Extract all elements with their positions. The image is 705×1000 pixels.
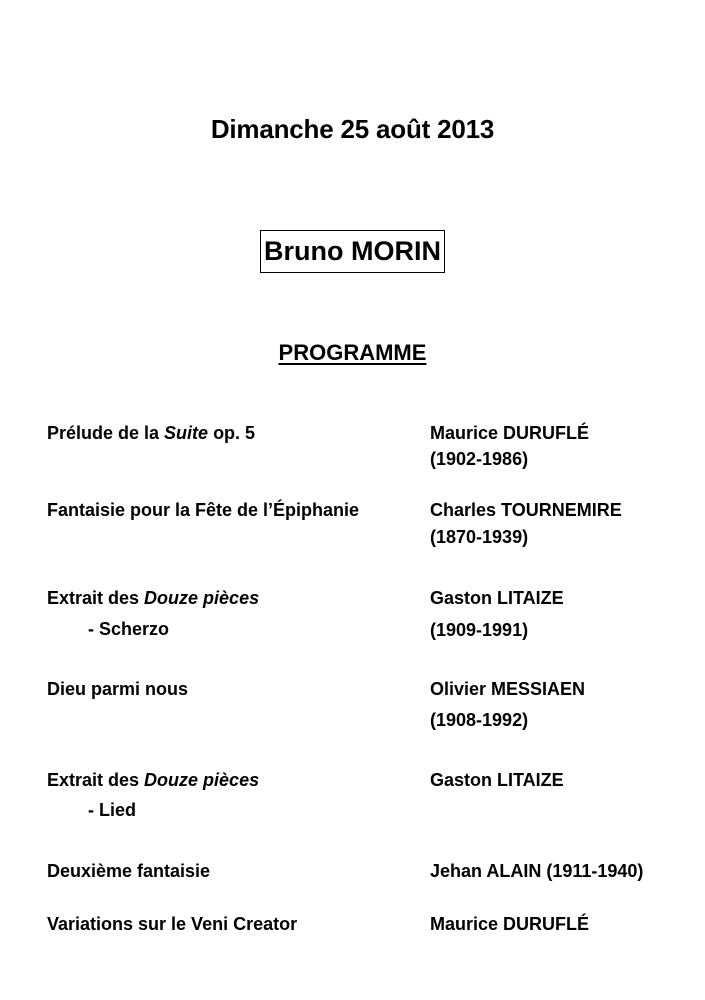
- performer-name: Bruno MORIN: [260, 230, 445, 273]
- program-item-composer-dates: (1908-1992): [430, 710, 529, 730]
- program-item-composer-dates: (1870-1939): [430, 527, 529, 547]
- program-item-composer: Olivier MESSIAEN: [430, 679, 586, 699]
- program-item-work: Extrait des Douze pièces: [47, 770, 260, 790]
- program-item-composer: Jehan ALAIN (1911-1940): [430, 861, 644, 881]
- program-item-composer: Gaston LITAIZE: [430, 588, 564, 608]
- program-item-composer-dates: (1902-1986): [430, 449, 529, 469]
- program-item-work: Prélude de la Suite op. 5: [47, 423, 256, 443]
- program-item-work: Deuxième fantaisie: [47, 861, 211, 881]
- program-item-composer: Gaston LITAIZE: [430, 770, 564, 790]
- program-item-work: Variations sur le Veni Creator: [47, 914, 298, 934]
- program-item-composer: Charles TOURNEMIRE: [430, 500, 622, 520]
- program-item-movement: - Lied: [88, 800, 136, 820]
- program-item-composer: Maurice DURUFLÉ: [430, 423, 590, 443]
- program-item-work: Dieu parmi nous: [47, 679, 189, 699]
- programme-heading: PROGRAMME: [278, 340, 427, 365]
- program-item-work: Extrait des Douze pièces: [47, 588, 260, 608]
- program-item-composer-dates: (1909-1991): [430, 620, 529, 640]
- concert-date: Dimanche 25 août 2013: [210, 114, 495, 144]
- performer-block: [0, 230, 705, 273]
- program-item-work: Fantaisie pour la Fête de l’Épiphanie: [47, 500, 360, 520]
- program-item-composer: Maurice DURUFLÉ: [430, 914, 590, 934]
- program-item-movement: - Scherzo: [88, 619, 170, 639]
